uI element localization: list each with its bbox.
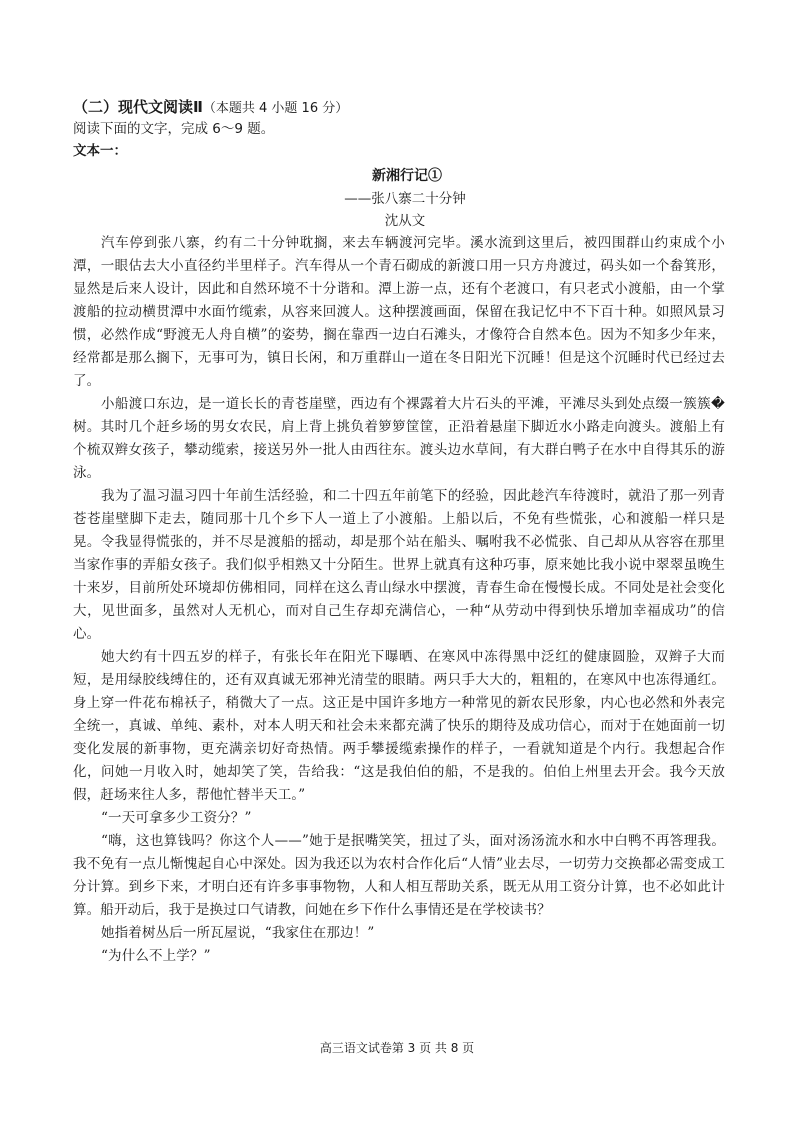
article-paragraph: “一天可拿多少工资分？” [101, 810, 252, 826]
reading-instruction: 阅读下面的文字，完成 6～9 题。 [73, 121, 275, 137]
section-title: （二）现代文阅读Ⅱ [73, 98, 203, 116]
article-paragraph: 我为了温习温习四十年前生活经验，和二十四五年前笔下的经验，因此趁汽车待渡时，就沿了那一列青苍苍崖壁脚下走去，随同那十几个乡下人一道上了小渡船。上船以后，不免有些慌张，心和渡船一样只是晃。令我显得慌张的，并不尽是渡船的摇动，却是那个站在船头、嘱咐我不必慌张、自己却从从容容在那里当家作事的弄船女孩子。我们似乎相熟又十分陌生。世界上就真有这种巧事，原来她比我小说中翠翠虽晚生十来岁，目前所处环境却仿佛相同，同样在这么青山绿水中摆渡，青春生命在慢慢长成。不同处是社会变化大，见世面多，虽然对人无机心，而对自己生存却充满信心，一种“从劳动中得到快乐增加幸福成功”的信心。 [73, 488, 725, 642]
article-paragraph: 汽车停到张八寨，约有二十分钟耽搁，来去车辆渡河完毕。溪水流到这里后，被四围群山约束成个小潭，一眼估去大小直径约半里样子。汽车得从一个青石砌成的新渡口用一只方舟渡过，码头如一个畚箕形，显然是后来人设计，因此和自然环境不十分谐和。潭上游一点，还有个老渡口，有只老式小渡船，由一个掌渡船的拉动横贯潭中水面竹缆索，从容来回渡人。这种摆渡画面，保留在我记忆中不下百十种。如照风景习惯，必然作成“野渡无人舟自横”的姿势，搁在靠西一边白石滩头，才像符合自然本色。因为不知多少年来，经常都是那么搁下，无事可为，镇日长闲，和万重群山一道在冬日阳光下沉睡！但是这个沉睡时代已经过去了。 [73, 235, 725, 389]
article-paragraph: “为什么不上学？” [101, 948, 211, 964]
article-paragraph: 她大约有十四五岁的样子，有张长年在阳光下曝晒、在寒风中冻得黑中泛红的健康圆脸，双辫子大而短，是用绿胶线缚住的，还有双真诚无邪神光清莹的眼睛。两只手大大的，粗粗的，在寒风中也冻得通红。身上穿一件花布棉袄子，稍微大了一点。这正是中国许多地方一种常见的新农民形象，内心也必然和外表完全统一，真诚、单纯、素朴，对本人明天和社会未来都充满了快乐的期待及成功信心，而对于在她面前一切变化发展的新事物，更充满亲切好奇热情。两手攀援缆索操作的样子，一看就知道是个内行。我想起合作化，问她一月收入时，她却笑了笑，告给我：“这是我伯伯的船，不是我的。伯伯上州里去开会。我今天放假，赶场来往人多，帮他忙替半天工。” [73, 649, 725, 803]
article-author: 沈从文 [384, 213, 426, 229]
article-subtitle: ——张八寨二十分钟 [344, 191, 466, 207]
article-paragraph: 小船渡口东边，是一道长长的青苍崖壁，西边有个裸露着大片石头的平滩，平滩尽头到处点缀一簇簇�树。其时几个赶乡场的男女农民，肩上背上挑负着箩箩筐筐，正沿着悬崖下脚近水小路走向渡头。渡船上有个梳双辫女孩子，攀动缆索，接送另外一批人由西往东。渡头边水草间，有大群白鸭子在水中自得其乐的游泳。 [73, 396, 725, 481]
section-subtitle: （本题共 4 小题 16 分） [202, 101, 349, 116]
text-label: 文本一： [73, 143, 127, 159]
page-content [73, 96, 725, 968]
page-footer: 高三语文试卷第 3 页 共 8 页 [319, 1041, 475, 1055]
section-heading [73, 96, 725, 118]
article-paragraph: “嗨，这也算钱吗？你这个人——”她于是抿嘴笑笑，扭过了头，面对汤汤流水和水中白鸭不再答理我。我不免有一点儿惭愧起自心中深处。因为我还以为农村合作化后“人情”业去尽，一切劳力交换都必需变成工分计算。到乡下来，才明白还有许多事事物物，人和人相互帮助关系，既无从用工资分计算，也不必如此计算。船开动后，我于是换过口气请教，问她在乡下作什么事情还是在学校读书？ [73, 833, 725, 918]
article-paragraph: 她指着树丛后一所瓦屋说，“我家住在那边！” [101, 925, 375, 941]
article-title: 新湘行记① [372, 168, 442, 184]
